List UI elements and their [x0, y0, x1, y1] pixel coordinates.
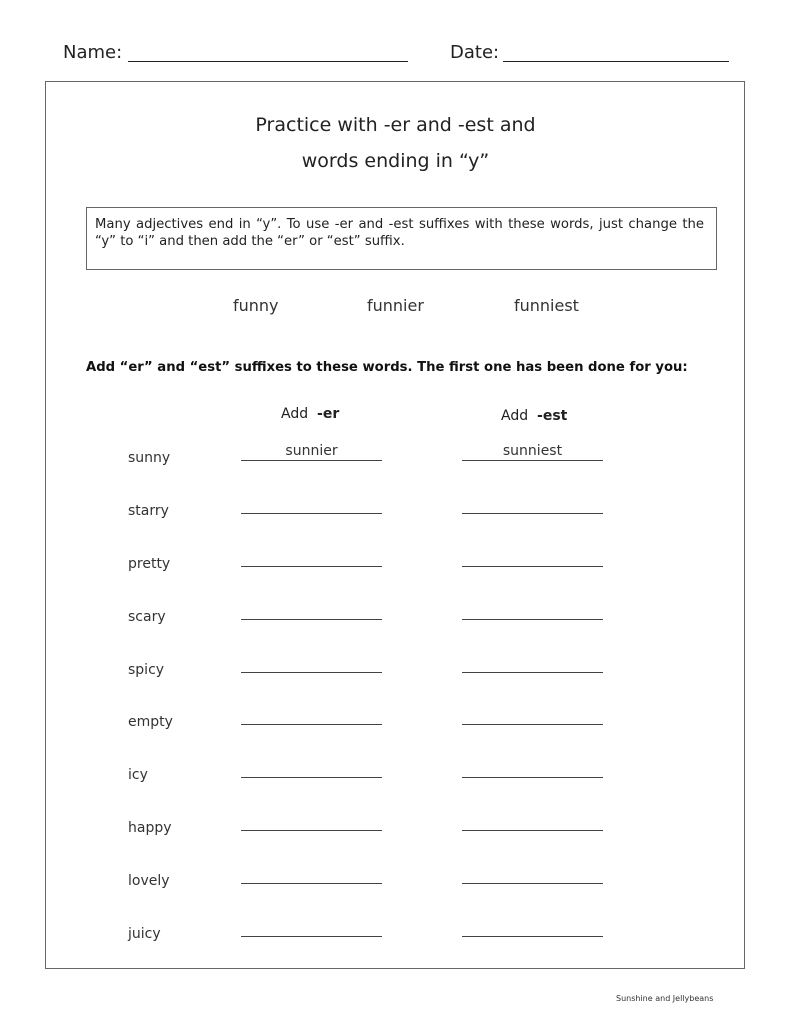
- exercise-word: lovely: [128, 873, 170, 889]
- er-answer-field[interactable]: [241, 761, 382, 778]
- est-answer-field[interactable]: [462, 603, 603, 620]
- exercise-row: [0, 609, 791, 649]
- est-answer-field[interactable]: [462, 550, 603, 567]
- est-answer-field[interactable]: [462, 920, 603, 937]
- column-header-est-prefix: Add: [501, 408, 529, 424]
- date-label: Date:: [450, 42, 500, 63]
- exercise-word: scary: [128, 609, 166, 625]
- est-answer-field[interactable]: [462, 497, 603, 514]
- footer-credit: Sunshine and Jellybeans: [616, 994, 714, 1003]
- exercise-row: [0, 503, 791, 543]
- page-title-line-1: Practice with -er and -est and: [255, 114, 536, 136]
- name-field[interactable]: [128, 61, 408, 62]
- est-answer-field[interactable]: sunniest: [462, 444, 603, 461]
- exercise-word: empty: [128, 714, 173, 730]
- exercise-row: [0, 926, 791, 966]
- column-header-est: [501, 408, 567, 424]
- example-est: funniest: [514, 296, 579, 315]
- column-header-er: [281, 406, 339, 422]
- exercise-row: [0, 714, 791, 754]
- exercise-row: [0, 767, 791, 807]
- column-header-er-suffix: -er: [317, 406, 340, 422]
- column-header-er-prefix: Add: [281, 406, 309, 422]
- rule-note: Many adjectives end in “y”. To use -er and -est suffixes with these words, just change the “y” to “i” and then add the “er” or “est” suffix.: [86, 207, 717, 270]
- er-answer-field[interactable]: [241, 497, 382, 514]
- er-answer-field[interactable]: [241, 603, 382, 620]
- exercise-row: [0, 873, 791, 913]
- page-title-line-2: words ending in “y”: [301, 150, 490, 172]
- er-answer-field[interactable]: [241, 708, 382, 725]
- er-answer-field[interactable]: [241, 550, 382, 567]
- exercise-word: starry: [128, 503, 169, 519]
- exercise-row: [0, 443, 791, 490]
- er-answer-field[interactable]: [241, 920, 382, 937]
- exercise-word: spicy: [128, 662, 165, 678]
- exercise-row: [0, 556, 791, 596]
- exercise-word: icy: [128, 767, 148, 783]
- exercise-word: juicy: [128, 926, 161, 942]
- er-answer-field[interactable]: [241, 656, 382, 673]
- name-label: Name:: [63, 42, 123, 63]
- instructions: Add “er” and “est” suffixes to these words. The first one has been done for you:: [86, 360, 688, 375]
- er-answer-field[interactable]: [241, 867, 382, 884]
- column-header-est-suffix: -est: [537, 408, 568, 424]
- date-field[interactable]: [503, 61, 729, 62]
- est-answer-field[interactable]: [462, 708, 603, 725]
- example-er: funnier: [367, 296, 424, 315]
- er-answer-field[interactable]: [241, 814, 382, 831]
- est-answer-field[interactable]: [462, 761, 603, 778]
- est-answer-field[interactable]: [462, 867, 603, 884]
- exercise-word: sunny: [128, 450, 171, 466]
- est-answer-field[interactable]: [462, 656, 603, 673]
- exercise-row: [0, 662, 791, 702]
- er-answer-field[interactable]: sunnier: [241, 444, 382, 461]
- example-base: funny: [233, 296, 279, 315]
- exercise-row: [0, 820, 791, 860]
- exercise-word: pretty: [128, 556, 171, 572]
- exercise-word: happy: [128, 820, 172, 836]
- est-answer-field[interactable]: [462, 814, 603, 831]
